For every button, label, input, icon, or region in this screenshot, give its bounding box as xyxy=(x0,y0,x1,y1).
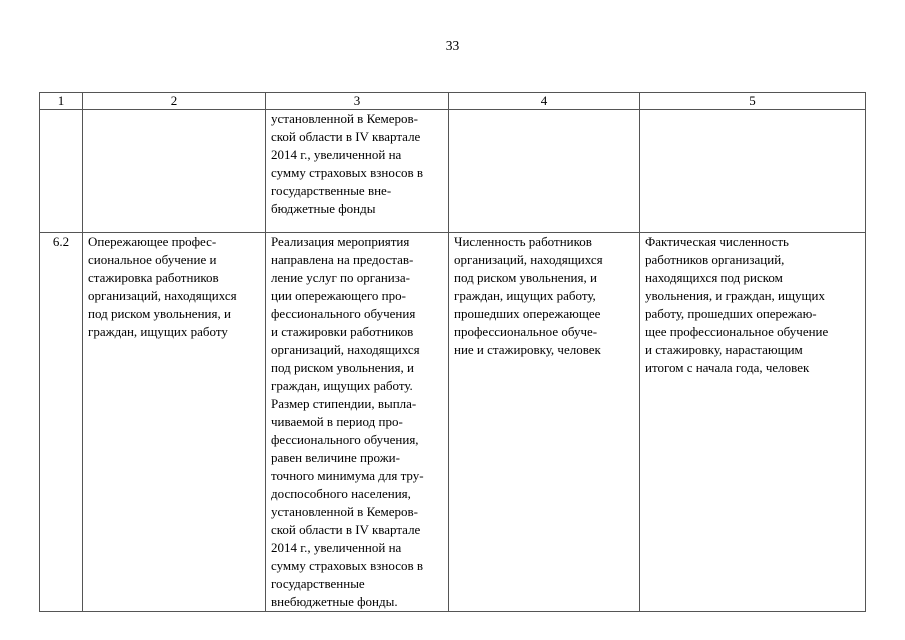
page-number: 33 xyxy=(445,38,460,53)
indicator-cell xyxy=(449,110,640,233)
column-header-3: 3 xyxy=(266,93,449,110)
calculation-method-cell xyxy=(640,110,866,233)
indicator-cell: Численность работников организаций, находящихся под риском увольнения, и граждан, ищущих работу, прошедших опережающее профессиональное обуче- ние и стажировку, человек xyxy=(449,233,640,612)
table-header-row xyxy=(40,93,866,110)
column-header-1: 1 xyxy=(40,93,83,110)
document-table xyxy=(39,92,866,612)
row-number-cell: 6.2 xyxy=(40,233,83,612)
measure-name-cell: Опережающее профес- сиональное обучение и стажировка работников организаций, находящихся под риском увольнения, и граждан, ищущих работу xyxy=(83,233,266,612)
measure-description-cell: установленной в Кемеров- ской области в IV квартале 2014 г., увеличенной на сумму страховых взносов в государственные вне- бюджетные фонды xyxy=(266,110,449,233)
calculation-method-cell: Фактическая численность работников организаций, находящихся под риском увольнения, и граждан, ищущих работу, прошедших опережаю- щее профессиональное обучение и стажировку, нарастающим итогом с начала года, человек xyxy=(640,233,866,612)
measure-name-cell xyxy=(83,110,266,233)
column-header-5: 5 xyxy=(640,93,866,110)
column-header-2: 2 xyxy=(83,93,266,110)
table-row xyxy=(40,110,866,233)
table-row xyxy=(40,233,866,612)
column-header-4: 4 xyxy=(449,93,640,110)
row-number-cell xyxy=(40,110,83,233)
measure-description-cell: Реализация мероприятия направлена на предостав- ление услуг по организа- ции опережающего про- фессионального обучения и стажировки работников организаций, находящихся под риском увольнения, и граждан, ищущих работу. Размер стипендии, выпла- чиваемой в период про- фессионального обучения, равен величине прожи- точного минимума для тру- доспособного населения, установленной в Кемеров- ской области в IV квартале 2014 г., увеличенной на сумму страховых взносов в государственные внебюджетные фонды. xyxy=(266,233,449,612)
